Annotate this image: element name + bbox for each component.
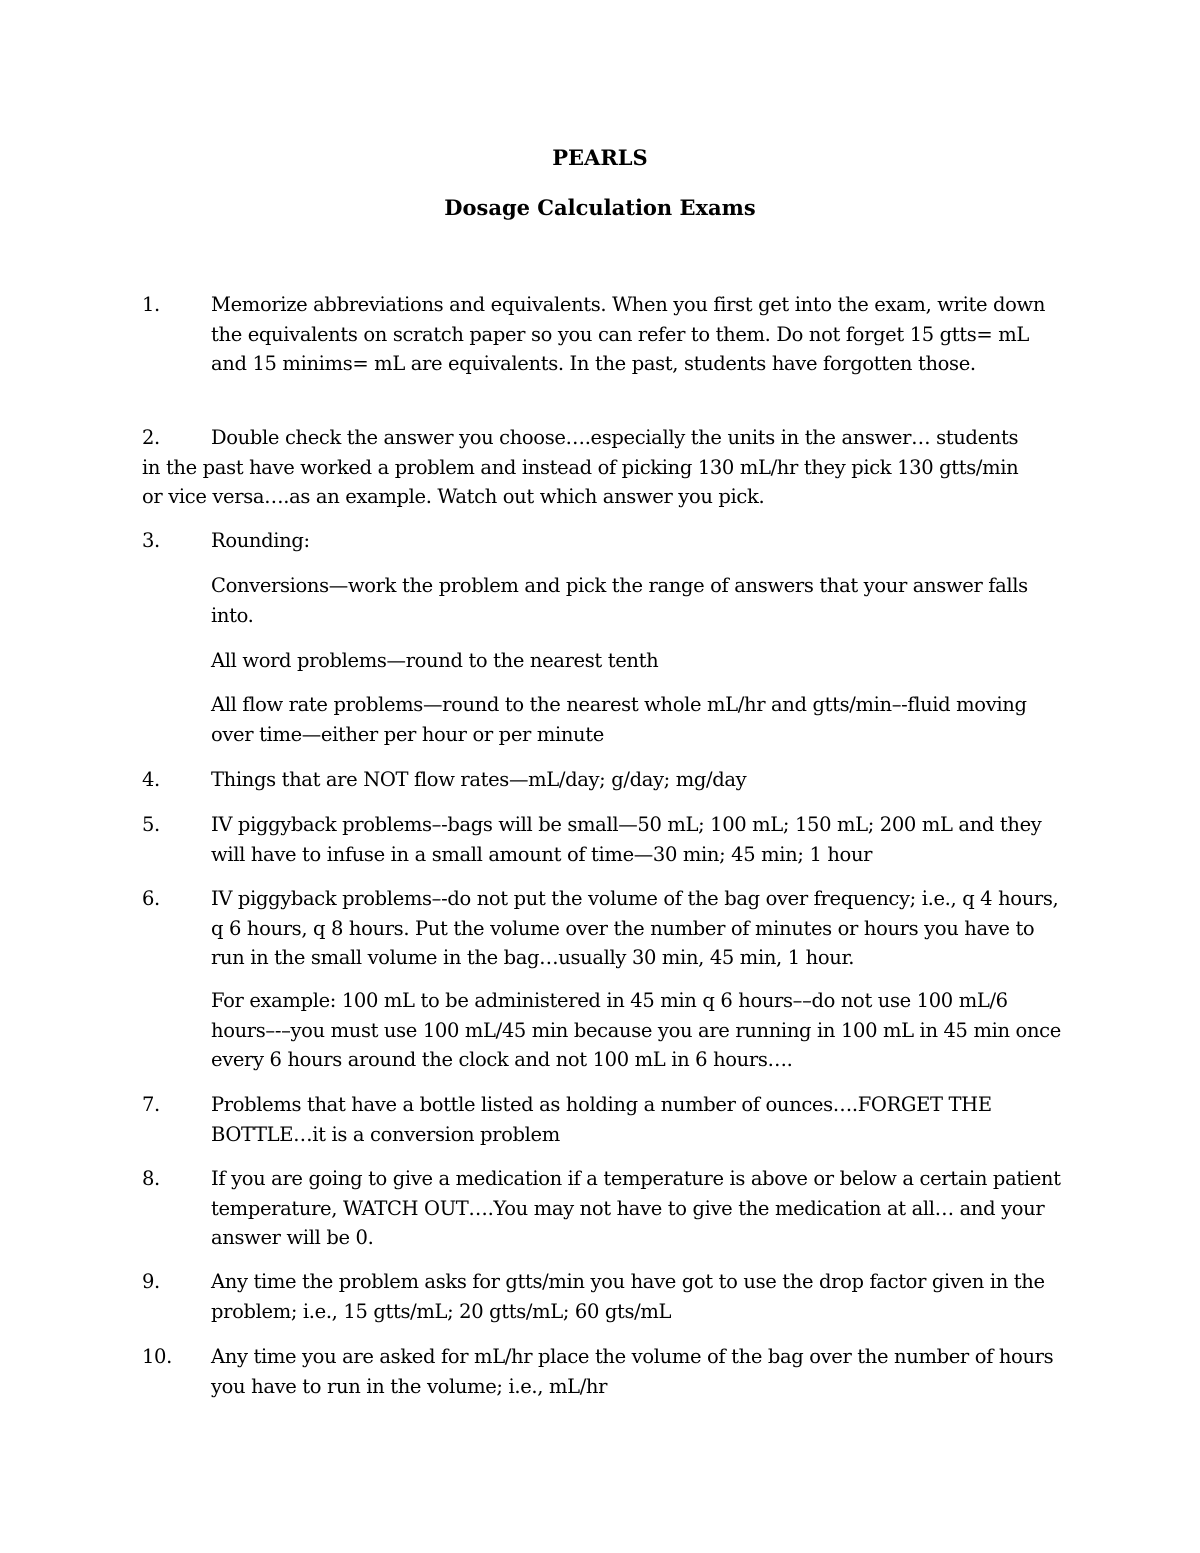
list-item-1 xyxy=(142,290,1062,379)
list-item-number: 6. xyxy=(142,887,160,910)
document-title: PEARLS xyxy=(552,145,648,170)
list-item-text: Rounding: xyxy=(211,529,310,552)
sub-paragraph: For example: 100 mL to be administered in 45 min q 6 hours––do not use 100 mL/6 hours–-–you must use 100 mL/45 min because you are running in 100 mL in 45 min once every 6 hours around the clock and not 100 mL in 6 hours…. xyxy=(211,989,1061,1071)
list-item-number: 9. xyxy=(142,1270,160,1293)
list-item-text: Problems that have a bottle listed as holding a number of ounces….FORGET THE BOTTLE…it is a conversion problem xyxy=(211,1093,992,1146)
sub-paragraph: All word problems—round to the nearest tenth xyxy=(211,649,659,672)
list-item-text: Double check the answer you choose….especially the units in the answer… students in the past have worked a problem and instead of picking 130 mL/hr they pick 130 gtts/min or vice versa….as an example. Watch out which answer you pick. xyxy=(142,426,1019,508)
list-item-text: IV piggyback problems–-do not put the volume of the bag over frequency; i.e., q 4 hours, q 6 hours, q 8 hours. Put the volume over the number of minutes or hours you have to run in the small volume in the bag…usually 30 min, 45 min, 1 hour. xyxy=(211,887,1059,969)
list-item-4 xyxy=(142,765,1062,795)
list-item-text: Any time you are asked for mL/hr place the volume of the bag over the number of hours you have to run in the volume; i.e., mL/hr xyxy=(211,1345,1054,1398)
list-item-3-sub-1 xyxy=(142,571,1062,630)
list-item-number: 1. xyxy=(142,293,160,316)
list-item-3-sub-3 xyxy=(142,690,1062,749)
list-item-9 xyxy=(142,1267,1062,1326)
list-item-2 xyxy=(142,423,1042,512)
sub-paragraph: Conversions—work the problem and pick the range of answers that your answer falls into. xyxy=(211,574,1028,627)
list-item-6-sub-1 xyxy=(142,986,1062,1075)
list-item-text: Any time the problem asks for gtts/min you have got to use the drop factor given in the problem; i.e., 15 gtts/mL; 20 gtts/mL; 60 gts/mL xyxy=(211,1270,1045,1323)
list-item-3-sub-2 xyxy=(142,646,1062,676)
list-item-8 xyxy=(142,1164,1062,1253)
list-item-number: 7. xyxy=(142,1093,160,1116)
list-item-text: If you are going to give a medication if a temperature is above or below a certain patient temperature, WATCH OUT….You may not have to give the medication at all… and your answer will be 0. xyxy=(211,1167,1061,1249)
document-subtitle: Dosage Calculation Exams xyxy=(444,195,756,220)
list-item-5 xyxy=(142,810,1062,869)
list-item-number: 10. xyxy=(142,1345,172,1368)
sub-paragraph: All flow rate problems—round to the nearest whole mL/hr and gtts/min–-fluid moving over time—either per hour or per minute xyxy=(211,693,1027,746)
list-item-6 xyxy=(142,884,1062,973)
list-item-number: 3. xyxy=(142,529,160,552)
list-item-10 xyxy=(142,1342,1062,1401)
list-item-3 xyxy=(142,526,1062,556)
list-item-number: 4. xyxy=(142,768,160,791)
list-item-text: Things that are NOT flow rates—mL/day; g/day; mg/day xyxy=(211,768,747,791)
list-item-text: IV piggyback problems–-bags will be small—50 mL; 100 mL; 150 mL; 200 mL and they will have to infuse in a small amount of time—30 min; 45 min; 1 hour xyxy=(211,813,1042,866)
list-item-7 xyxy=(142,1090,1062,1149)
list-item-number: 5. xyxy=(142,813,160,836)
list-item-text: Memorize abbreviations and equivalents. When you first get into the exam, write down the equivalents on scratch paper so you can refer to them. Do not forget 15 gtts= mL and 15 minims= mL are equivalents. In the past, students have forgotten those. xyxy=(211,293,1046,375)
list-item-number: 8. xyxy=(142,1167,160,1190)
list-item-number: 2. xyxy=(142,426,160,449)
